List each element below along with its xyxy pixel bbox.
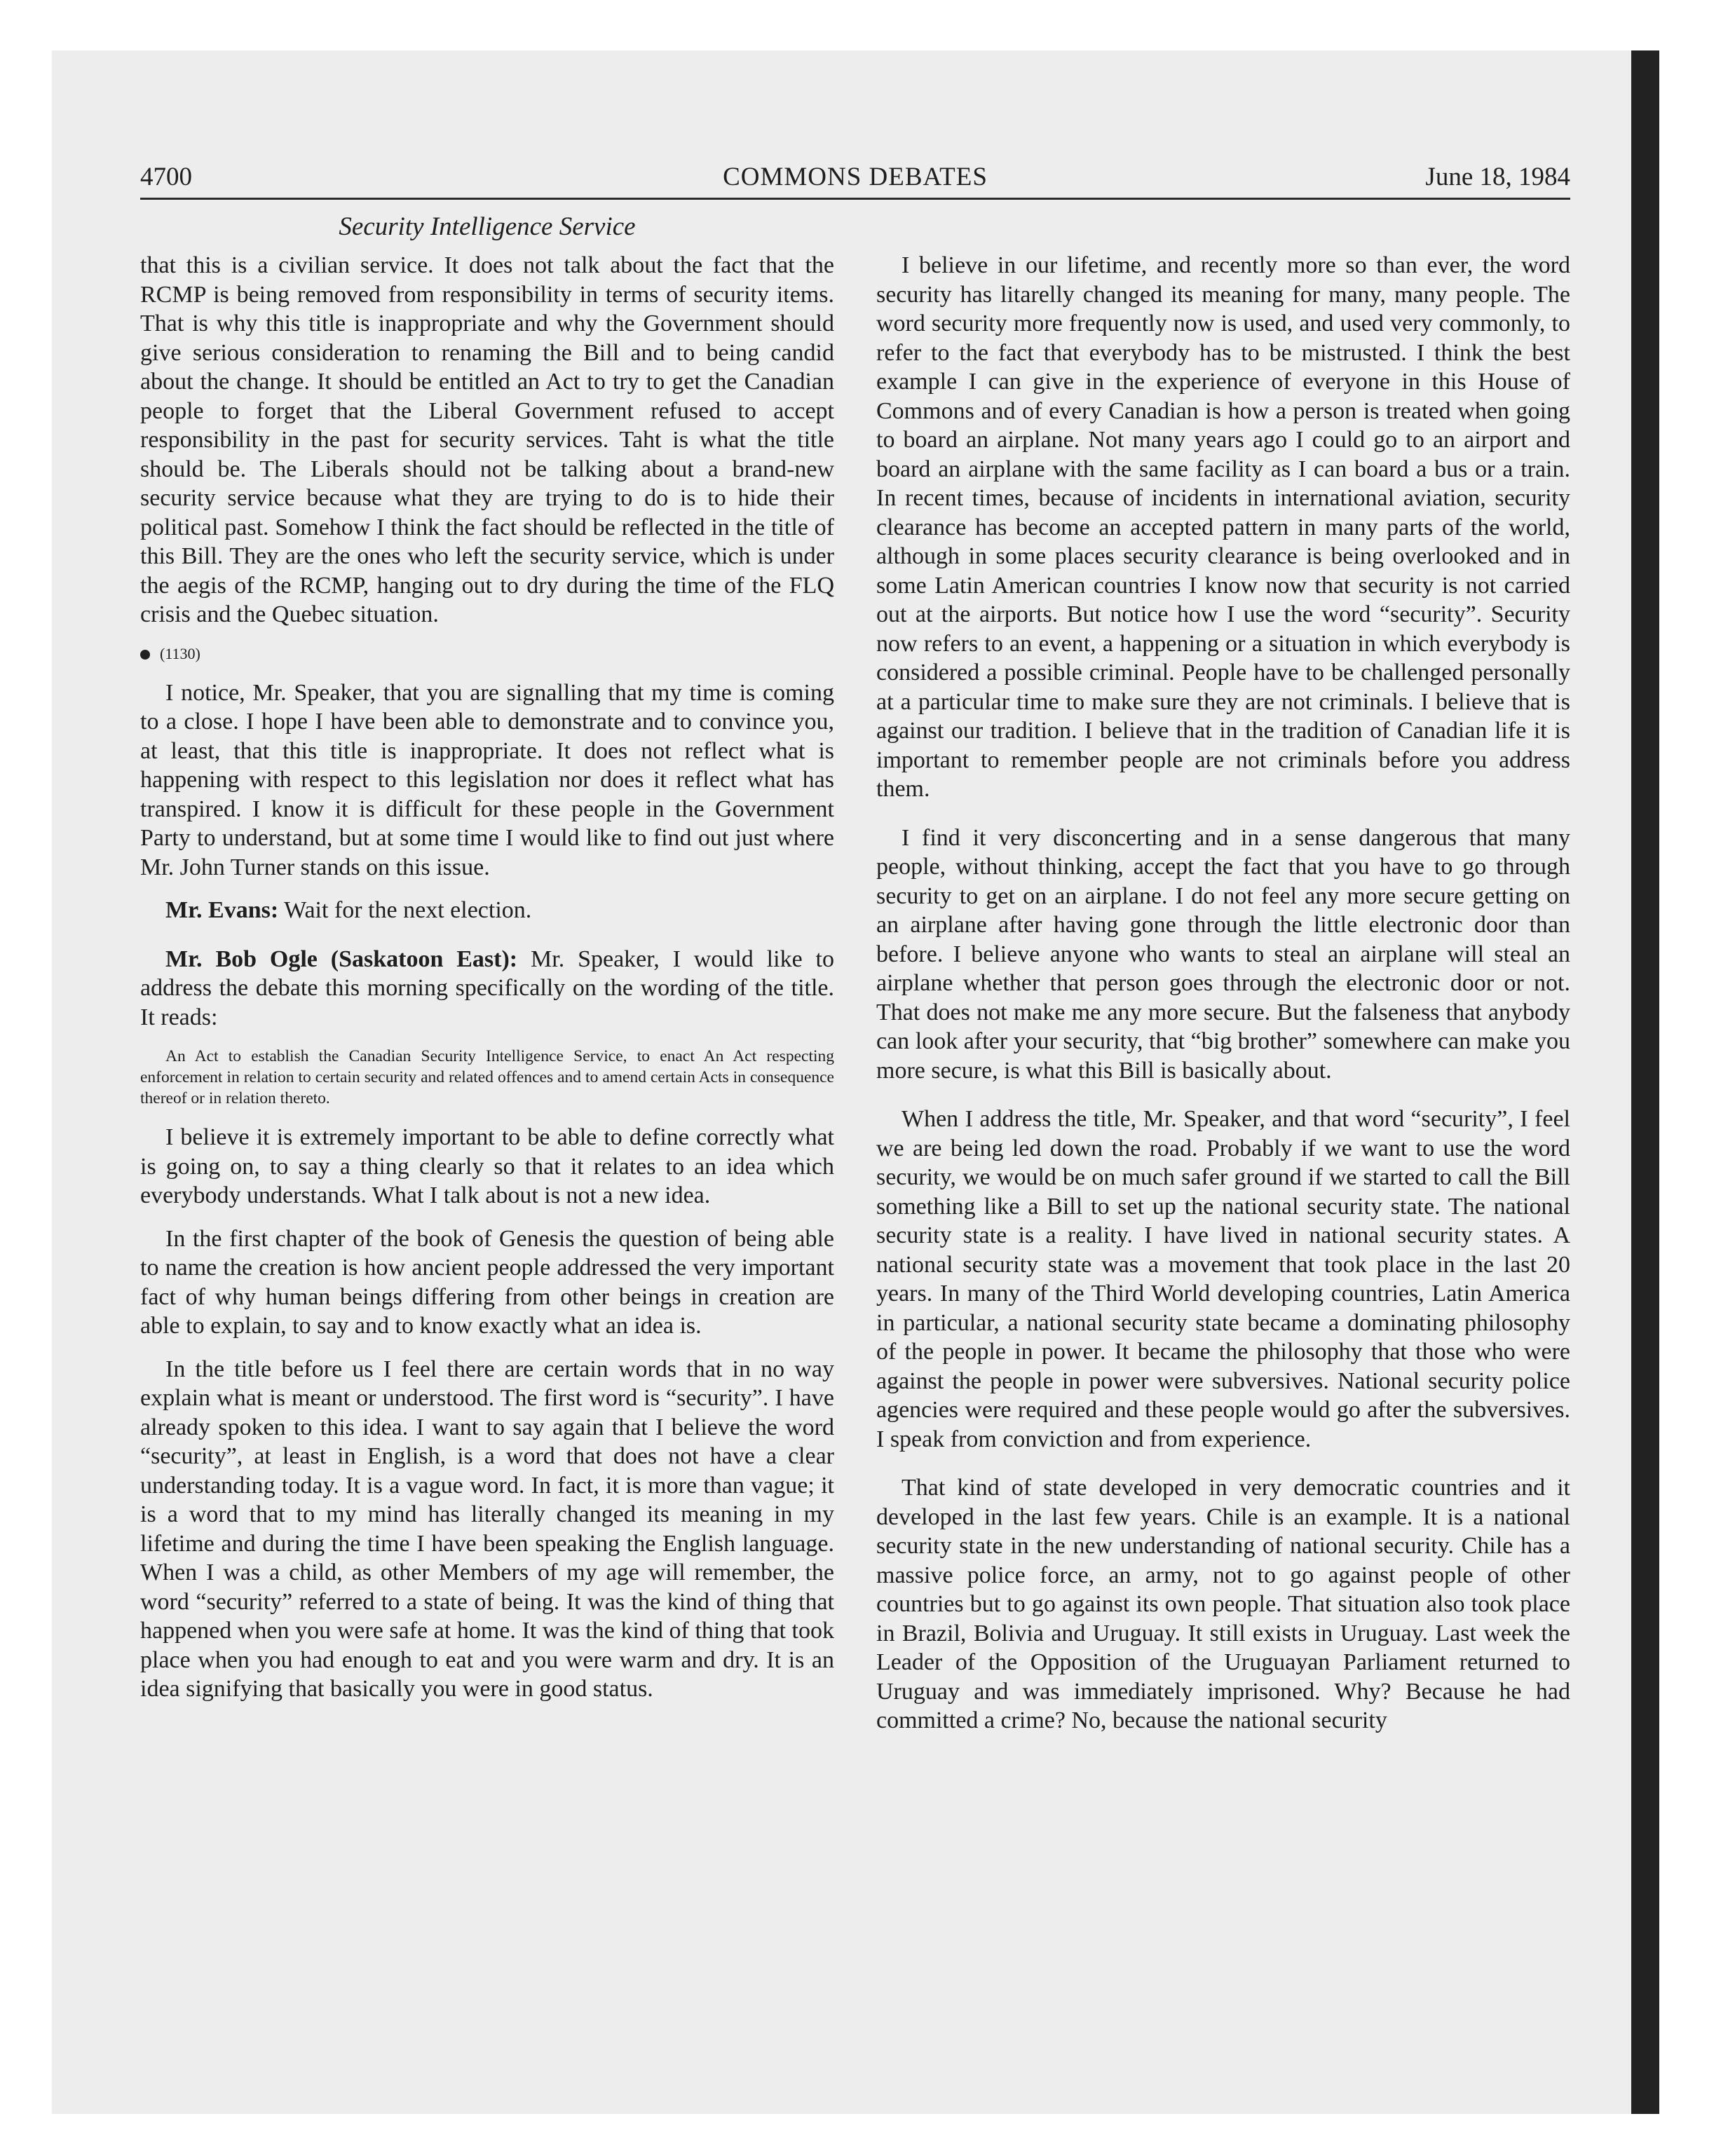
speech-text: Wait for the next election. xyxy=(278,897,532,923)
time-marker xyxy=(140,643,834,664)
page-number: 4700 xyxy=(140,163,192,191)
running-title: Security Intelligence Service xyxy=(339,212,636,241)
page-edge-shadow xyxy=(1631,50,1659,2114)
right-column xyxy=(876,251,1570,1749)
time-marker-text: (1130) xyxy=(160,644,200,662)
paragraph: That kind of state developed in very democratic countries and it developed in the last few years. Chile is an example. It is a national security state in the new understanding of national security. Chile has a massive police force, an army, not to go against people of other countries but to go against its own people. That situation also took place in Brazil, Bolivia and Uruguay. It still exists in Uruguay. Last week the Leader of the Opposition of the Uruguayan Parliament returned to Uruguay and was immediately imprisoned. Why? Because he had committed a crime? No, because the national security xyxy=(876,1475,1570,1733)
speech-text: Mr. Speaker, I would like to address the debate this morning specifically on the wording of the title. It reads: xyxy=(140,946,834,1030)
speaker-name: Mr. Bob Ogle (Saskatoon East): xyxy=(165,946,518,972)
speaker-name: Mr. Evans: xyxy=(165,897,279,923)
paragraph: that this is a civilian service. It does not talk about the fact that the RCMP is being removed from responsibility in terms of security items. That is why this title is inappropriate and why the Government should give serious consideration to renaming the Bill and to being candid about the change. It should be entitled an Act to try to get the Canadian people to forget that the Liberal Government refused to accept responsibility in the past for security services. Taht is what the title should be. The Liberals should not be talking about a brand-new security service because what they are trying to do is to hide their political past. Somehow I think the fact should be reflected in the title of this Bill. They are the ones who left the security service, which is under the aegis of the RCMP, hanging out to dry during the time of the FLQ crisis and the Quebec situation. xyxy=(140,252,834,627)
quoted-title: An Act to establish the Canadian Security Intelligence Service, to enact An Act respecting enforcement in relation to certain security and related offences and to amend certain Acts in consequence thereof or in relation thereto. xyxy=(140,1047,834,1107)
speech xyxy=(140,945,834,1032)
page-header xyxy=(140,163,1570,200)
paragraph: I believe it is extremely important to be able to define correctly what is going on, to say a thing clearly so that it relates to an idea which everybody understands. What I talk about is not a new idea. xyxy=(140,1124,834,1208)
left-column xyxy=(140,251,834,1718)
paragraph: In the first chapter of the book of Genesis the question of being able to name the creation is how ancient people addressed the very important fact of why human beings differing from other beings in creation are able to explain, to say and to know exactly what an idea is. xyxy=(140,1225,834,1339)
publication-date: June 18, 1984 xyxy=(1425,163,1570,191)
paragraph: In the title before us I feel there are certain words that in no way explain what is meant or understood. The first word is “security”. I have already spoken to this idea. I want to say again that I believe the word “security”, at least in English, is a word that does not have a clear understanding today. It is a vague word. In fact, it is more than vague; it is a word that to my mind has literally changed its meaning in my lifetime and during the time I have been speaking the English language. When I was a child, as other Members of my age will remember, the word “security” referred to a state of being. It was the kind of thing that happened when you were safe at home. It was the kind of thing that took place when you had enough to eat and you were warm and dry. It is an idea signifying that basically you were in good status. xyxy=(140,1356,834,1702)
paragraph: I believe in our lifetime, and recently more so than ever, the word security has litarelly changed its meaning for many, many people. The word security more frequently now is used, and used very commonly, to refer to the fact that everybody has to be mistrusted. I think the best example I can give in the experience of everyone in this House of Commons and of every Canadian is how a person is treated when going to board an airplane. Not many years ago I could go to an airport and board an airplane with the same facility as I can board a bus or a train. In recent times, because of incidents in international aviation, security clearance has become an accepted pattern in many parts of the world, although in some places security clearance is being overlooked and in some Latin American countries I know now that security is not carried out at the airports. But notice how I use the word “security”. Security now refers to an event, a happening or a situation in which everybody is considered a possible criminal. People have to be challenged personally at a particular time to make sure they are not criminals. I believe that is against our tradition. I believe that in the tradition of Canadian life it is important to remember people are not criminals before you address them. xyxy=(876,252,1570,802)
paragraph: I notice, Mr. Speaker, that you are signalling that my time is coming to a close. I hope I have been able to demonstrate and to convince you, at least, that this title is inappropriate. It does not reflect what is happening with respect to this legislation nor does it reflect what has transpired. I know it is difficult for these people in the Government Party to understand, but at some time I would like to find out just where Mr. John Turner stands on this issue. xyxy=(140,679,834,880)
publication-title: COMMONS DEBATES xyxy=(723,163,988,191)
paragraph: When I address the title, Mr. Speaker, and that word “security”, I feel we are being led down the road. Probably if we want to use the word security, we would be on much safer ground if we started to call the Bill something like a Bill to set up the national security state. The national security state is a reality. I have lived in national security states. A national security state was a movement that took place in the last 20 years. In many of the Third World developing countries, Latin America in particular, a national security state became a dominating philosophy of the people in power. It became the philosophy that those who were against the people in power were subversives. National security police agencies were required and these people would go after the subversives. I speak from conviction and from experience. xyxy=(876,1106,1570,1452)
paragraph: I find it very disconcerting and in a sense dangerous that many people, without thinking, accept the fact that you have to go through security to get on an airplane. I do not feel any more secure getting on an airplane after having gone through the little electronic door than before. I believe anyone who wants to steal an airplane will steal an airplane whether that person goes through the electronic door or not. That does not make me any more secure. But the falseness that anybody can look after your security, that “big brother” somewhere can make you more secure, is what this Bill is basically about. xyxy=(876,824,1570,1084)
bullet-icon xyxy=(140,650,150,660)
speech xyxy=(140,896,834,925)
